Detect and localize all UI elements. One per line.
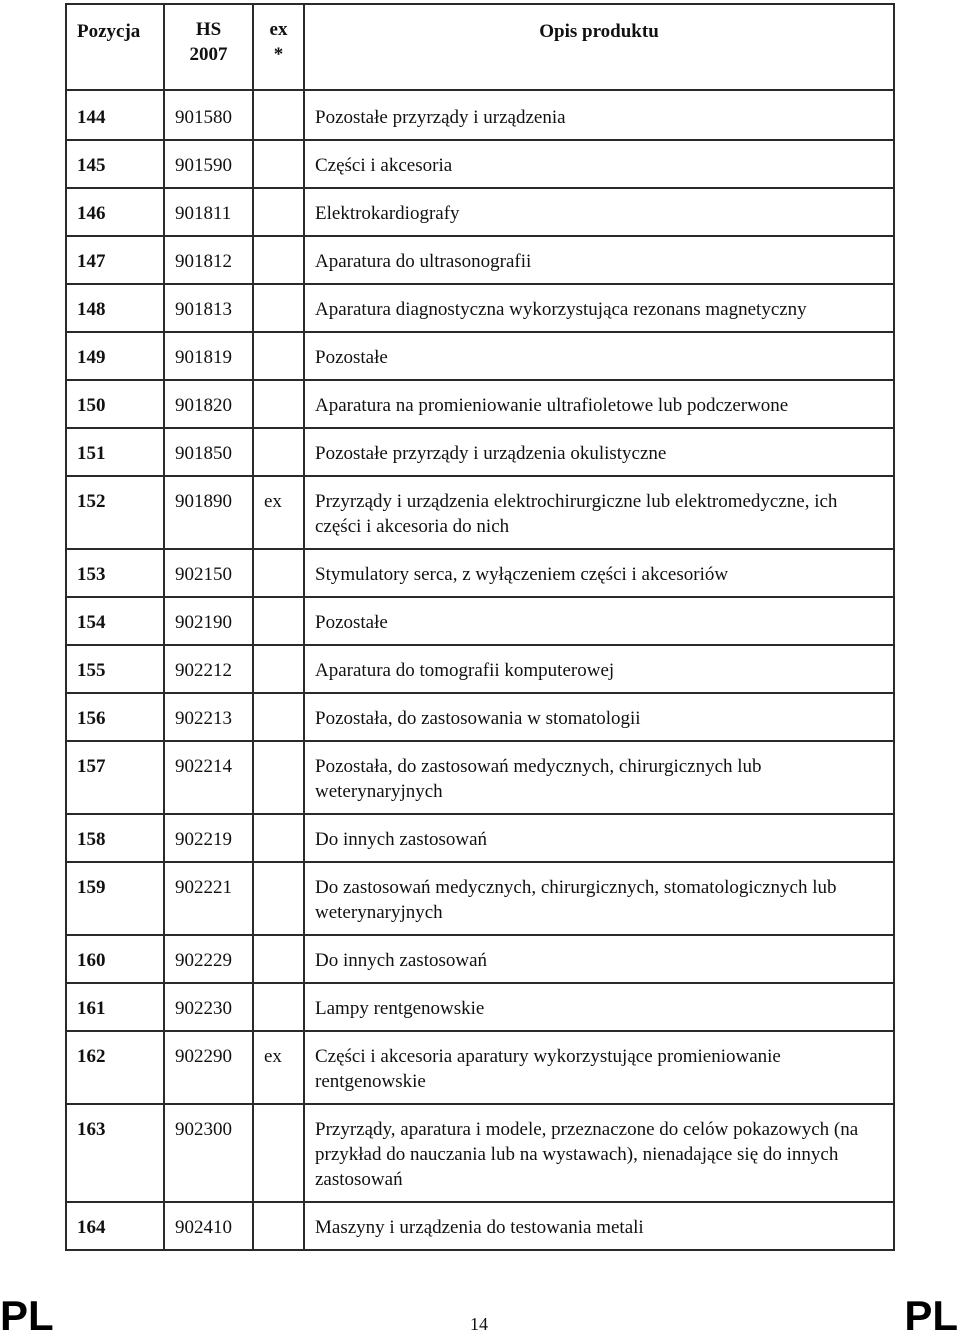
table-row — [67, 815, 893, 863]
cell-pozycja: 145 — [67, 141, 165, 189]
cell-description: Części i akcesoria aparatury wykorzystujące promieniowanie rentgenowskie — [305, 1032, 893, 1105]
cell-hs-code: 901580 — [165, 91, 254, 141]
cell-description: Aparatura do ultrasonografii — [305, 237, 893, 285]
cell-hs-code: 902212 — [165, 646, 254, 694]
cell-ex — [254, 333, 305, 381]
cell-ex — [254, 815, 305, 863]
cell-hs-code: 902230 — [165, 984, 254, 1032]
table-row — [67, 285, 893, 333]
table-row — [67, 742, 893, 815]
table-row — [67, 189, 893, 237]
cell-hs-code: 902219 — [165, 815, 254, 863]
cell-ex — [254, 598, 305, 646]
cell-hs-code: 901820 — [165, 381, 254, 429]
cell-pozycja: 155 — [67, 646, 165, 694]
table-row — [67, 1105, 893, 1203]
cell-pozycja: 152 — [67, 477, 165, 550]
table-row — [67, 141, 893, 189]
cell-description: Maszyny i urządzenia do testowania metali — [315, 1217, 644, 1238]
cell-hs-code: 902221 — [165, 863, 254, 936]
cell-description: Lampy rentgenowskie — [305, 984, 893, 1032]
cell-description: Pozostałe — [305, 598, 893, 646]
cell-ex — [254, 550, 305, 598]
table-row — [67, 550, 893, 598]
cell-pozycja: 159 — [67, 863, 165, 936]
cell-ex — [254, 984, 305, 1032]
table-row — [67, 477, 893, 550]
cell-hs-code: 902190 — [165, 598, 254, 646]
header-hs-line1: HS — [195, 19, 222, 40]
cell-ex — [254, 1105, 305, 1203]
cell-description: Pozostała, do zastosowania w stomatologii — [305, 694, 893, 742]
cell-hs-code: 902410 — [165, 1203, 254, 1249]
cell-description: Pozostała, do zastosowań medycznych, chirurgicznych lub weterynaryjnych — [305, 742, 893, 815]
table-row — [67, 984, 893, 1032]
header-opis-produktu: Opis produktu — [305, 5, 893, 91]
cell-ex — [254, 91, 305, 141]
header-hs-line2: 2007 — [189, 44, 228, 65]
cell-description: Aparatura na promieniowanie ultrafioletowe lub podczerwone — [305, 381, 893, 429]
table-row — [67, 91, 893, 141]
cell-description: Do innych zastosowań — [305, 936, 893, 984]
cell-pozycja: 161 — [67, 984, 165, 1032]
cell-ex: ex — [254, 1032, 305, 1105]
cell-ex — [254, 141, 305, 189]
cell-hs-code: 901812 — [165, 237, 254, 285]
table-row — [67, 863, 893, 936]
page-number: 14 — [470, 1314, 488, 1334]
cell-hs-code: 901850 — [165, 429, 254, 477]
header-ex — [254, 5, 305, 91]
cell-pozycja: 146 — [67, 189, 165, 237]
table-row — [67, 936, 893, 984]
cell-description: Do innych zastosowań — [305, 815, 893, 863]
cell-ex — [254, 1203, 305, 1249]
cell-pozycja: 148 — [67, 285, 165, 333]
cell-ex — [254, 285, 305, 333]
cell-hs-code: 902213 — [165, 694, 254, 742]
cell-description: Przyrządy, aparatura i modele, przeznaczone do celów pokazowych (na przykład do nauczania lub na wystawach), nienadające się do innych zastosowań — [305, 1105, 893, 1203]
table-row — [67, 1032, 893, 1105]
header-ex-line1: ex — [269, 19, 288, 40]
cell-hs-code: 901811 — [165, 189, 254, 237]
cell-pozycja: 158 — [67, 815, 165, 863]
table-row — [67, 333, 893, 381]
cell-pozycja: 162 — [67, 1032, 165, 1105]
table-row — [67, 381, 893, 429]
cell-ex — [254, 381, 305, 429]
cell-pozycja: 149 — [67, 333, 165, 381]
cell-ex — [254, 694, 305, 742]
table-row — [67, 237, 893, 285]
cell-hs-code: 902300 — [165, 1105, 254, 1203]
footer-pl-right: PL — [904, 1292, 958, 1339]
cell-pozycja: 153 — [67, 550, 165, 598]
cell-pozycja: 151 — [67, 429, 165, 477]
cell-ex — [254, 646, 305, 694]
table-row — [67, 1203, 893, 1249]
table-row — [67, 598, 893, 646]
header-ex-line2: * — [273, 44, 284, 65]
cell-pozycja: 147 — [67, 237, 165, 285]
cell-ex — [254, 189, 305, 237]
cell-ex — [254, 429, 305, 477]
cell-ex — [254, 863, 305, 936]
cell-description: Elektrokardiografy — [305, 189, 893, 237]
cell-hs-code: 901590 — [165, 141, 254, 189]
cell-pozycja: 150 — [67, 381, 165, 429]
cell-pozycja: 156 — [67, 694, 165, 742]
table-header-row — [67, 5, 893, 91]
cell-description: Do zastosowań medycznych, chirurgicznych, stomatologicznych lub weterynaryjnych — [305, 863, 893, 936]
cell-pozycja: 160 — [67, 936, 165, 984]
header-hs-2007 — [165, 5, 254, 91]
cell-hs-code: 901819 — [165, 333, 254, 381]
cell-hs-code: 902290 — [165, 1032, 254, 1105]
cell-pozycja: 163 — [67, 1105, 165, 1203]
cell-hs-code: 902150 — [165, 550, 254, 598]
cell-description: Pozostałe przyrządy i urządzenia okulistyczne — [305, 429, 893, 477]
table-row — [67, 694, 893, 742]
cell-pozycja: 164 — [67, 1203, 165, 1249]
cell-description: Przyrządy i urządzenia elektrochirurgiczne lub elektromedyczne, ich części i akcesoria do nich — [305, 477, 893, 550]
cell-hs-code: 902214 — [165, 742, 254, 815]
table-row — [67, 646, 893, 694]
cell-description: Pozostałe przyrządy i urządzenia — [305, 91, 893, 141]
cell-ex — [254, 936, 305, 984]
cell-ex: ex — [254, 477, 305, 550]
product-table — [65, 3, 895, 1251]
header-pozycja: Pozycja — [67, 5, 165, 91]
cell-hs-code: 902229 — [165, 936, 254, 984]
cell-ex — [254, 742, 305, 815]
footer-pl-left: PL — [0, 1292, 54, 1339]
cell-description: Stymulatory serca, z wyłączeniem części i akcesoriów — [305, 550, 893, 598]
cell-pozycja: 154 — [67, 598, 165, 646]
cell-pozycja: 144 — [67, 91, 165, 141]
table-row — [67, 429, 893, 477]
table-body — [67, 91, 893, 1249]
cell-hs-code: 901890 — [165, 477, 254, 550]
cell-hs-code: 901813 — [165, 285, 254, 333]
cell-ex — [254, 237, 305, 285]
cell-description: Pozostałe — [305, 333, 893, 381]
cell-description: Aparatura do tomografii komputerowej — [305, 646, 893, 694]
cell-description: Części i akcesoria — [305, 141, 893, 189]
cell-description: Aparatura diagnostyczna wykorzystująca rezonans magnetyczny — [305, 285, 893, 333]
cell-pozycja: 157 — [67, 742, 165, 815]
